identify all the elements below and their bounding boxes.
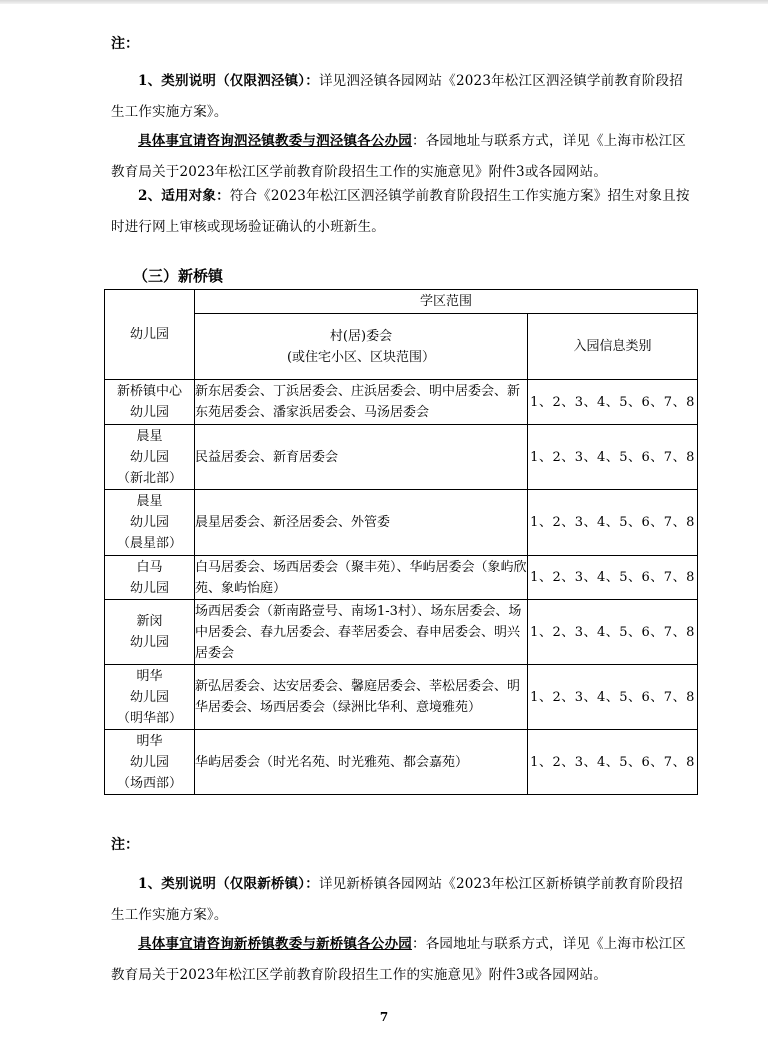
note-xinqiao-item1 bbox=[111, 869, 691, 931]
table-row bbox=[105, 665, 698, 730]
kindergarten-name-line: 新闵 bbox=[136, 614, 163, 629]
area-cell: 华屿居委会（时光名苑、时光雅苑、都会嘉苑） bbox=[195, 730, 528, 795]
note-xinqiao-item1-title: 1、类别说明（仅限新桥镇）： bbox=[138, 876, 319, 892]
area-cell: 新东居委会、丁浜居委会、庄浜居委会、明中居委会、新东苑居委会、潘家浜居委会、马汤居委会 bbox=[195, 380, 528, 425]
category-cell: 1、2、3、4、5、6、7、8 bbox=[528, 380, 698, 425]
note-xinqiao-consult-title: 具体事宜请咨询新桥镇教委与新桥镇各公办园 bbox=[138, 936, 412, 952]
kindergarten-cell bbox=[105, 425, 195, 490]
section-title-xinqiao: （三）新桥镇 bbox=[133, 267, 224, 285]
kindergarten-name-line: 幼儿园 bbox=[129, 635, 169, 650]
table-row bbox=[105, 730, 698, 795]
note-sijing-consult bbox=[111, 126, 691, 188]
kindergarten-cell bbox=[105, 600, 195, 665]
kindergarten-cell bbox=[105, 730, 195, 795]
kindergarten-cell bbox=[105, 380, 195, 425]
note-sijing-item2 bbox=[111, 181, 691, 243]
kindergarten-name-line: 白马 bbox=[136, 559, 163, 575]
kindergarten-name-line: 幼儿园 bbox=[129, 515, 169, 530]
kindergarten-name-line: （新北部） bbox=[116, 470, 182, 486]
kindergarten-name-line: 晨星 bbox=[136, 428, 163, 444]
note-sijing-item1 bbox=[111, 66, 691, 128]
note-sijing-consult-text: ：各园地址与联系方式，详见《上海市松江区教育局关于2023年松江区学前教育阶段招生工作的实施意见》附件3或各园网站。 bbox=[111, 133, 686, 180]
table-header-row-1 bbox=[105, 290, 698, 314]
kindergarten-name-line: 幼儿园 bbox=[129, 580, 169, 596]
kindergarten-name-line: 幼儿园 bbox=[129, 754, 169, 770]
header-kindergarten: 幼儿园 bbox=[105, 290, 195, 380]
category-cell: 1、2、3、4、5、6、7、8 bbox=[528, 600, 698, 665]
kindergarten-name-line: 幼儿园 bbox=[129, 689, 169, 705]
category-cell: 1、2、3、4、5、6、7、8 bbox=[528, 730, 698, 795]
category-cell: 1、2、3、4、5、6、7、8 bbox=[528, 665, 698, 730]
kindergarten-name-line: 明华 bbox=[136, 733, 163, 749]
area-cell: 场西居委会（新南路壹号、南场1-3村）、场东居委会、场中居委会、春九居委会、春莘居委会、春申居委会、明兴居委会 bbox=[195, 600, 528, 665]
kindergarten-name-line: 明华 bbox=[136, 668, 163, 684]
note-xinqiao-consult bbox=[111, 929, 691, 991]
header-category: 入园信息类别 bbox=[528, 314, 698, 380]
area-cell: 新弘居委会、达安居委会、馨庭居委会、莘松居委会、明华居委会、场西居委会（绿洲比华利、意境雅苑） bbox=[195, 665, 528, 730]
area-cell: 晨星居委会、新泾居委会、外管委 bbox=[195, 490, 528, 556]
category-cell: 1、2、3、4、5、6、7、8 bbox=[528, 556, 698, 600]
note-sijing-item2-title: 2、适用对象： bbox=[138, 188, 230, 204]
table-row bbox=[105, 556, 698, 600]
note-label-xinqiao: 注： bbox=[111, 837, 139, 853]
category-cell: 1、2、3、4、5、6、7、8 bbox=[528, 425, 698, 490]
kindergarten-cell bbox=[105, 490, 195, 556]
kindergarten-name-line: 晨星 bbox=[136, 494, 163, 509]
note-sijing-item1-text: 详见泗泾镇各园网站《2023年松江区泗泾镇学前教育阶段招生工作实施方案》。 bbox=[111, 73, 683, 120]
header-village-line1: 村(居)委会 bbox=[329, 328, 393, 344]
table-row bbox=[105, 600, 698, 665]
note-sijing-item1-title: 1、类别说明（仅限泗泾镇）： bbox=[138, 73, 319, 89]
note-xinqiao-item1-text: 详见新桥镇各园网站《2023年松江区新桥镇学前教育阶段招生工作实施方案》。 bbox=[111, 876, 683, 923]
kindergarten-cell bbox=[105, 556, 195, 600]
table-row bbox=[105, 425, 698, 490]
kindergarten-name-line: 新桥镇中心 bbox=[116, 384, 182, 399]
category-cell: 1、2、3、4、5、6、7、8 bbox=[528, 490, 698, 556]
table-row bbox=[105, 380, 698, 425]
kindergarten-name-line: 幼儿园 bbox=[129, 405, 169, 420]
district-table bbox=[104, 289, 698, 795]
note-sijing-item2-text: 符合《2023年松江区泗泾镇学前教育阶段招生工作实施方案》招生对象且按时进行网上审核或现场验证确认的小班新生。 bbox=[111, 188, 690, 235]
note-sijing-consult-title: 具体事宜请咨询泗泾镇教委与泗泾镇各公办园 bbox=[138, 133, 412, 149]
header-village bbox=[195, 314, 528, 380]
page-number: 7 bbox=[379, 1010, 389, 1024]
header-district: 学区范围 bbox=[195, 290, 698, 314]
area-cell: 民益居委会、新育居委会 bbox=[195, 425, 528, 490]
kindergarten-name-line: （晨星部） bbox=[116, 536, 182, 551]
table-row bbox=[105, 490, 698, 556]
kindergarten-name-line: （明华部） bbox=[116, 710, 182, 726]
note-label-sijing: 注： bbox=[111, 36, 139, 52]
kindergarten-name-line: （场西部） bbox=[116, 775, 182, 791]
kindergarten-cell bbox=[105, 665, 195, 730]
header-village-line2: (或住宅小区、区块范围） bbox=[286, 349, 436, 365]
kindergarten-name-line: 幼儿园 bbox=[129, 449, 169, 465]
note-xinqiao-consult-text: ：各园地址与联系方式，详见《上海市松江区教育局关于2023年松江区学前教育阶段招生工作的实施意见》附件3或各园网站。 bbox=[111, 936, 686, 983]
area-cell: 白马居委会、场西居委会（聚丰苑）、华屿居委会（象屿欣苑、象屿怡庭） bbox=[195, 556, 528, 600]
